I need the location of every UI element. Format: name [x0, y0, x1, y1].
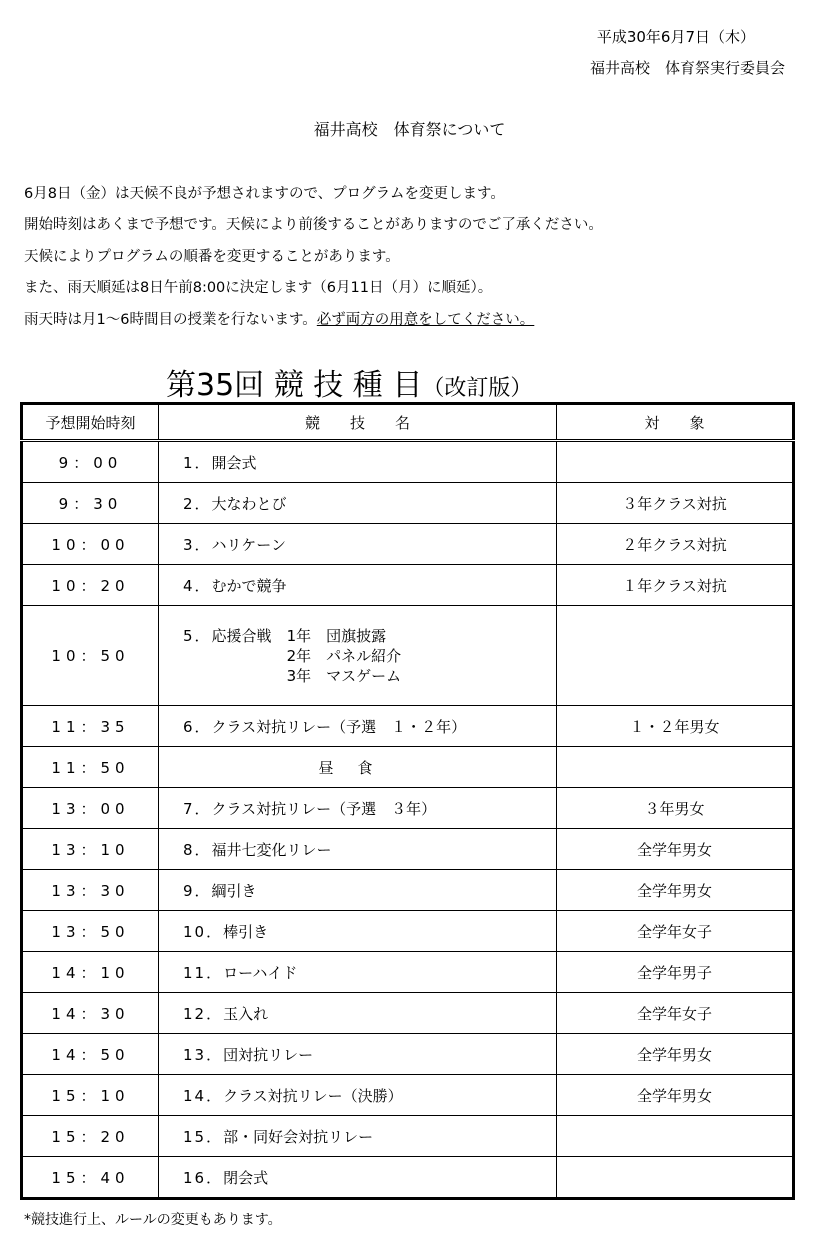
event-name: 綱引き [211, 881, 257, 900]
event-name-cell [159, 993, 557, 1034]
table-row [22, 483, 794, 524]
start-time: 15：20 [22, 1116, 159, 1157]
notice-list [24, 183, 603, 340]
target-group [557, 606, 794, 706]
event-name: ハリケーン [211, 535, 286, 554]
table-row [22, 1157, 794, 1199]
event-name-cell [159, 606, 557, 706]
target-group: １年クラス対抗 [557, 565, 794, 606]
event-name-cell [159, 1157, 557, 1199]
target-group: 全学年男女 [557, 1034, 794, 1075]
event-name: 大なわとび [211, 494, 287, 513]
target-group: 全学年女子 [557, 993, 794, 1034]
target-group: ３年男女 [557, 788, 794, 829]
event-name: ローハイド [223, 963, 298, 982]
notice-line-3: 天候によりプログラムの順番を変更することがあります。 [24, 248, 400, 265]
event-name: 開会式 [211, 453, 257, 472]
table-row [22, 870, 794, 911]
target-group: 全学年女子 [557, 911, 794, 952]
event-name: クラス対抗リレー（予選 １・２年） [211, 717, 467, 736]
footnote: *競技進行上、ルールの変更もあります。 [24, 1212, 282, 1228]
start-time: 10：20 [22, 565, 159, 606]
event-name-cell [159, 565, 557, 606]
cheer-contest-line: 2年 パネル紹介 [286, 646, 402, 665]
target-group [557, 1116, 794, 1157]
header-event-name: 競 技 名 [159, 404, 557, 441]
event-number: 5． [183, 626, 212, 645]
event-number: 16． [183, 1168, 224, 1187]
event-name-cell [159, 524, 557, 565]
notice-line-5-emphasis: 必ず両方の用意をしてください。 [316, 311, 535, 328]
event-number: 3． [183, 535, 212, 554]
cheer-contest-details [287, 626, 402, 686]
start-time: 11：35 [22, 706, 159, 747]
event-number: 13． [183, 1045, 224, 1064]
target-group: 全学年男子 [557, 952, 794, 993]
event-name-cell [159, 952, 557, 993]
notice-line-5 [24, 309, 603, 340]
target-group: 全学年男女 [557, 829, 794, 870]
table-row [22, 1034, 794, 1075]
event-name: 団対抗リレー [223, 1045, 314, 1064]
start-time: 13：10 [22, 829, 159, 870]
event-name: 福井七変化リレー [211, 840, 332, 859]
event-number: 7． [183, 799, 212, 818]
event-number: 14． [183, 1086, 224, 1105]
event-number: 9． [183, 881, 212, 900]
event-name-cell [159, 441, 557, 483]
event-name-cell [159, 1116, 557, 1157]
notice-line-5-text: 雨天時は月1～6時間目の授業を行ないます。 [24, 311, 317, 328]
table-row [22, 706, 794, 747]
start-time: 13：00 [22, 788, 159, 829]
start-time: 13：50 [22, 911, 159, 952]
start-time: 13：30 [22, 870, 159, 911]
start-time: 10：50 [22, 606, 159, 706]
start-time: 14：50 [22, 1034, 159, 1075]
start-time: 15：40 [22, 1157, 159, 1199]
start-time: 14：10 [22, 952, 159, 993]
event-name-cell [159, 788, 557, 829]
start-time: 9：00 [22, 441, 159, 483]
event-name: 閉会式 [223, 1168, 269, 1187]
event-number: 4． [183, 576, 212, 595]
table-row [22, 788, 794, 829]
target-group: 全学年男女 [557, 870, 794, 911]
target-group: ２年クラス対抗 [557, 524, 794, 565]
header-date: 平成30年6月7日（木） [596, 28, 755, 46]
notice-line-1: 6月8日（金）は天候不良が予想されますので、プログラムを変更します。 [24, 186, 505, 202]
start-time: 9：30 [22, 483, 159, 524]
events-title-main: 第35回 競 技 種 目 [166, 368, 423, 403]
table-row [22, 993, 794, 1034]
table-row [22, 1116, 794, 1157]
document-title: 福井高校 体育祭について [313, 120, 506, 139]
header-start-time: 予想開始時刻 [22, 404, 159, 441]
event-name-cell [159, 1034, 557, 1075]
header-organization: 福井高校 体育祭実行委員会 [589, 59, 785, 77]
event-name: むかで競争 [211, 576, 287, 595]
event-name: クラス対抗リレー（予選 ３年） [211, 799, 437, 818]
event-name: 応援合戦 [211, 626, 287, 645]
table-row [22, 606, 794, 706]
event-name-cell [159, 706, 557, 747]
lunch-break: 昼食 [159, 747, 557, 788]
notice-line-4: また、雨天順延は8日午前8:00に決定します（6月11日（月）に順延）。 [24, 280, 493, 297]
target-group: １・２年男女 [557, 706, 794, 747]
table-row [22, 441, 794, 483]
event-number: 10． [183, 922, 224, 941]
table-header-row [22, 404, 794, 441]
event-name: 玉入れ [223, 1004, 269, 1023]
start-time: 11：50 [22, 747, 159, 788]
event-name-cell [159, 870, 557, 911]
target-group: 全学年男女 [557, 1075, 794, 1116]
event-name: 棒引き [223, 922, 269, 941]
table-row [22, 565, 794, 606]
event-number: 11． [183, 963, 224, 982]
table-row [22, 911, 794, 952]
notice-line-2: 開始時刻はあくまで予想です。天候により前後することがありますのでご了承ください。 [24, 217, 603, 234]
target-group [557, 1157, 794, 1199]
table-row [22, 1075, 794, 1116]
start-time: 14：30 [22, 993, 159, 1034]
target-group: ３年クラス対抗 [557, 483, 794, 524]
event-number: 2． [183, 494, 212, 513]
start-time: 10：00 [22, 524, 159, 565]
event-name-cell [159, 829, 557, 870]
target-group [557, 441, 794, 483]
target-group [557, 747, 794, 788]
event-name-cell [159, 1075, 557, 1116]
event-name: クラス対抗リレー（決勝） [223, 1086, 403, 1105]
cheer-contest-line: 1年 団旗披露 [286, 626, 387, 645]
event-number: 8． [183, 840, 212, 859]
events-title-sub: （改訂版） [422, 376, 533, 401]
table-row [22, 747, 794, 788]
event-name-cell [159, 911, 557, 952]
event-name-cell [159, 483, 557, 524]
table-row [22, 829, 794, 870]
table-row [22, 524, 794, 565]
table-row [22, 952, 794, 993]
event-number: 15． [183, 1127, 224, 1146]
event-number: 1． [183, 453, 212, 472]
event-number: 6． [183, 717, 212, 736]
header-target: 対 象 [557, 404, 794, 441]
event-number: 12． [183, 1004, 224, 1023]
schedule-body [22, 441, 794, 1199]
event-name: 部・同好会対抗リレー [223, 1127, 374, 1146]
start-time: 15：10 [22, 1075, 159, 1116]
cheer-contest-line: 3年 マスゲーム [286, 666, 402, 685]
schedule-table [20, 402, 795, 1200]
